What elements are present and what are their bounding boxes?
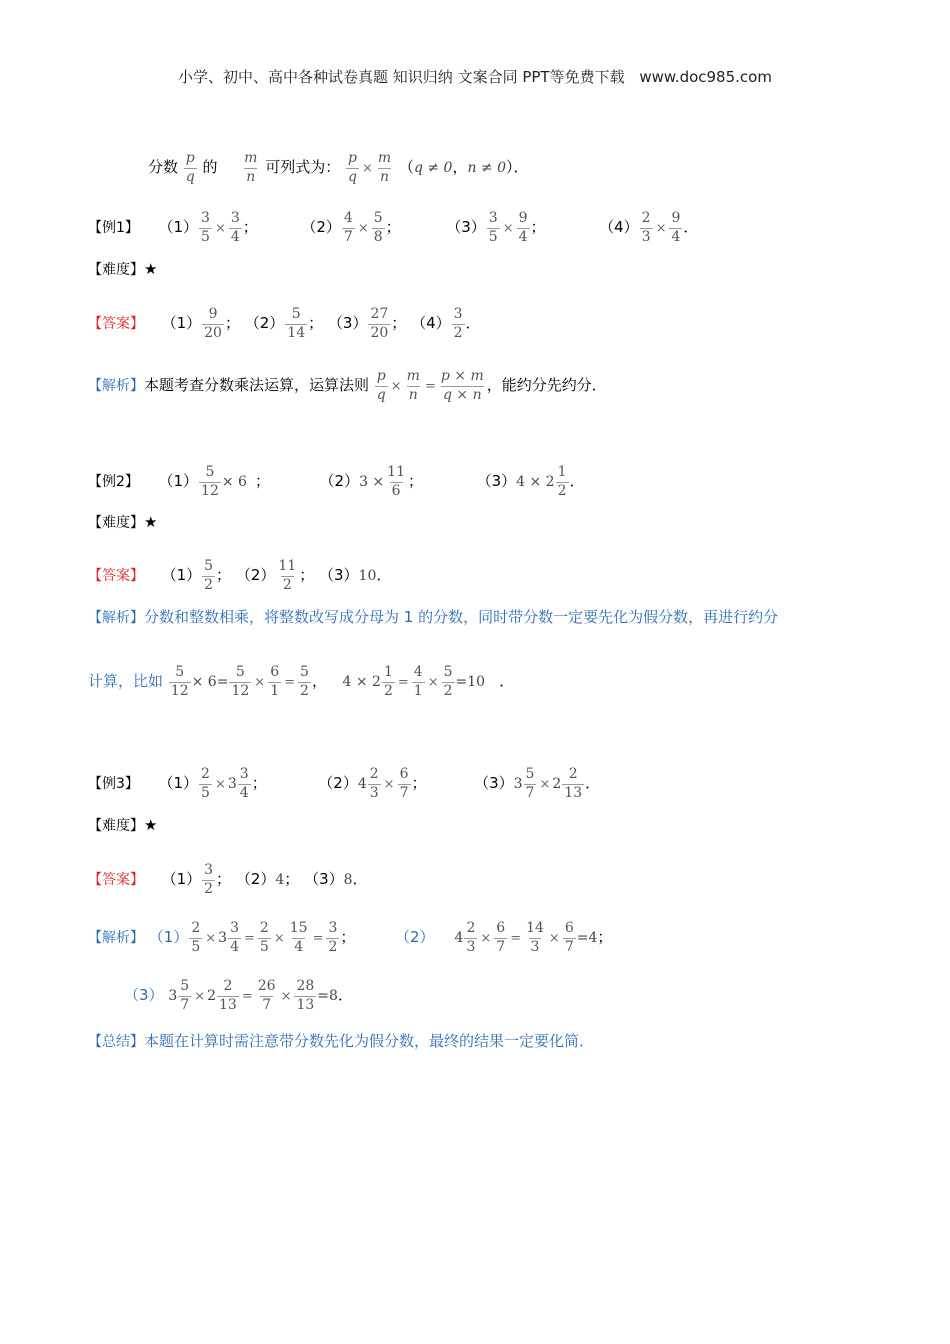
example-3-difficulty: 【难度】★	[88, 816, 158, 834]
example-1-difficulty: 【难度】★	[88, 260, 158, 278]
example-1-analysis: 【解析】本题考查分数乘法运算，运算法则 $\frac{p}{q}$ × $\frac{m}{n}$ = $\frac{p \times m}{q \times n}$ ，能约分先约分．	[88, 368, 607, 403]
example-3-tag: 【例3】	[88, 776, 139, 792]
intro-line: 分数 $\frac{p}{q}$ 的 $\frac{m}{n}$ 可列式为： $\frac{p}{q}$ × $\frac{m}{n}$ （q ≠ 0，n ≠ 0）．	[148, 150, 529, 185]
example-3-analysis-step3: （3） 3 $\frac{5}{7}$ × 2 $\frac{2}{13}$ = $\frac{26}{7}$ × $\frac{28}{13}$ =8．	[124, 978, 353, 1013]
example-3-question: 【例3】 （1） $\frac{2}{5}$ × 3 $\frac{3}{4}$ ； （2）4 $\frac{2}{3}$ × $\frac{6}{7}$ ； （3）3 $\frac{5}{7}$ × 2 $\frac{2}{13}$ ．	[88, 766, 601, 801]
example-3-answer: 【答案】 （1） $\frac{3}{2}$ ； （2）4； （3）8．	[88, 862, 368, 897]
example-3-summary: 【总结】本题在计算时需注意带分数先化为假分数，最终的结果一定要化简．	[88, 1032, 595, 1050]
example-2-difficulty: 【难度】★	[88, 513, 158, 531]
condition-n: n ≠ 0	[467, 160, 507, 176]
summary-tag: 【总结】	[88, 1034, 144, 1050]
fraction-m-n: $\frac{m}{n}$	[244, 150, 258, 185]
example-1-answer: 【答案】 （1） $\frac{9}{20}$ ； （2） $\frac{5}{14}$ ； （3） $\frac{27}{20}$ ； （4） $\frac{3}{2}$ ．	[88, 306, 481, 341]
example-1-question: 【例1】 （1） $\frac{3}{5}$ × $\frac{3}{4}$ ； （2） $\frac{4}{7}$ × $\frac{5}{8}$ ； （3） $\frac{3}{5}$ × $\frac{9}{4}$ ； （4） $\frac{2}{3}$ × $\frac{9}{4}$ ．	[88, 210, 699, 245]
example-3-analysis: 【解析】 （1） $\frac{2}{5}$ × 3 $\frac{3}{4}$ = $\frac{2}{5}$ × $\frac{15}{4}$ = $\frac{3}{2}$ ； （2） 4 $\frac{2}{3}$ × $\frac{6}{7}$ = $\frac{14}{3}$ × $\frac{6}{7}$ =4；	[88, 920, 613, 955]
header-text: 小学、初中、高中各种试卷真题 知识归纳 文案合同 PPT等免费下载	[178, 68, 625, 86]
example-2-question: 【例2】 （1） $\frac{5}{12}$ × 6 ； （2）3 × $\frac{11}{6}$ ； （3）4 × 2 $\frac{1}{2}$ ．	[88, 464, 585, 499]
example-2-analysis-line2: 计算，比如 $\frac{5}{12}$ × 6= $\frac{5}{12}$ × $\frac{6}{1}$ = $\frac{5}{2}$ ， 4 × 2 $\frac{1}{2}$ = $\frac{4}{1}$ × $\frac{5}{2}$ =10 ．	[88, 664, 515, 699]
header-site-link[interactable]: www.doc985.com	[639, 68, 772, 86]
example-2-tag: 【例2】	[88, 474, 139, 490]
fraction-p-q: $\frac{p}{q}$	[185, 150, 195, 185]
analysis-tag: 【解析】	[88, 378, 144, 394]
example-1-tag: 【例1】	[88, 220, 139, 236]
page-header	[0, 66, 950, 87]
example-2-answer: 【答案】 （1） $\frac{5}{2}$ ； （2） $\frac{11}{2}$ ； （3）10．	[88, 558, 392, 593]
difficulty-stars: ★	[144, 260, 158, 278]
example-2-analysis: 【解析】分数和整数相乘，将整数改写成分母为 1 的分数，同时带分数一定要先化为假分数，再进行约分	[88, 608, 779, 626]
condition-q: q ≠ 0	[413, 160, 453, 176]
answer-tag: 【答案】	[88, 316, 144, 332]
